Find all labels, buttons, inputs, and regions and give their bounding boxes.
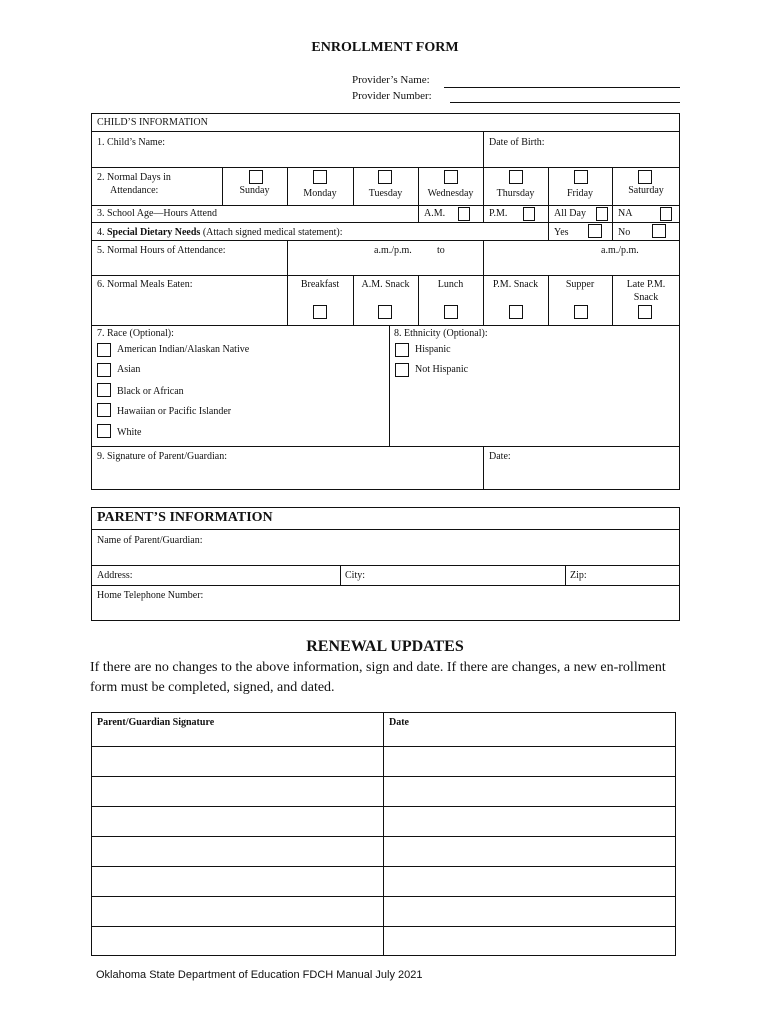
child-name-label: 1. Child’s Name: (97, 137, 166, 148)
address-label: Address: (97, 570, 133, 581)
hours-ampm-2: a.m./p.m. (601, 245, 639, 256)
wednesday-checkbox[interactable] (444, 170, 458, 184)
provider-name-label: Provider’s Name: (352, 74, 430, 86)
am-checkbox[interactable] (458, 207, 470, 221)
provider-number-field[interactable] (450, 102, 680, 103)
tuesday-checkbox[interactable] (378, 170, 392, 184)
meal-lunch: Lunch (437, 279, 464, 290)
renewal-signature-cell[interactable] (92, 807, 382, 836)
days-label: 2. Normal Days in (97, 172, 171, 183)
ethnicity-not-hispanic: Not Hispanic (415, 364, 469, 375)
renewal-date-cell[interactable] (384, 807, 675, 836)
provider-name-field[interactable] (444, 87, 680, 88)
renewal-signature-cell[interactable] (92, 927, 382, 955)
na-checkbox[interactable] (660, 207, 672, 221)
parent-section-title: PARENT’S INFORMATION (97, 510, 273, 525)
child-section-label: CHILD’S INFORMATION (97, 117, 208, 128)
day-tuesday: Tuesday (368, 188, 403, 199)
race-white: White (117, 427, 142, 438)
signature-date-label: Date: (489, 451, 511, 462)
address-field[interactable] (92, 566, 339, 584)
phone-field[interactable] (92, 586, 679, 620)
day-saturday: Saturday (628, 185, 664, 196)
am-snack-checkbox[interactable] (378, 305, 392, 319)
signature-label: 9. Signature of Parent/Guardian: (97, 451, 227, 462)
dietary-yes-label: Yes (554, 227, 569, 238)
hours-start-field[interactable] (288, 241, 482, 275)
hours-label: 5. Normal Hours of Attendance: (97, 245, 226, 256)
race-black-checkbox[interactable] (97, 383, 111, 397)
footer-text: Oklahoma State Department of Education FDCH Manual July 2021 (96, 969, 423, 981)
child-name-field[interactable] (92, 132, 482, 167)
renewal-date-cell[interactable] (384, 747, 675, 776)
sunday-checkbox[interactable] (249, 170, 263, 184)
renewal-text: If there are no changes to the above information, sign and date. If there are changes, a new en-rollment form must be completed, signed, and dated. (90, 660, 666, 696)
dietary-yes-checkbox[interactable] (588, 224, 602, 238)
allday-checkbox[interactable] (596, 207, 608, 221)
form-title: ENROLLMENT FORM (311, 40, 459, 55)
renewal-date-cell[interactable] (384, 927, 675, 955)
hours-end-field[interactable] (484, 241, 679, 275)
phone-label: Home Telephone Number: (97, 590, 204, 601)
provider-number-label: Provider Number: (352, 90, 432, 102)
zip-label: Zip: (570, 570, 587, 581)
supper-checkbox[interactable] (574, 305, 588, 319)
renewal-date-cell[interactable] (384, 837, 675, 866)
renewal-date-cell[interactable] (384, 867, 675, 896)
hours-to-label: to (437, 245, 445, 256)
meal-late-snack: Late P.M. (626, 279, 666, 290)
ethnicity-not-hispanic-checkbox[interactable] (395, 363, 409, 377)
dietary-label: 4. Special Dietary Needs (Attach signed medical statement): (97, 227, 343, 238)
zip-field[interactable] (566, 566, 679, 584)
signature-date-field[interactable] (484, 447, 679, 488)
race-asian-checkbox[interactable] (97, 363, 111, 377)
city-field[interactable] (341, 566, 564, 584)
day-sunday: Sunday (239, 185, 270, 196)
dietary-no-checkbox[interactable] (652, 224, 666, 238)
thursday-checkbox[interactable] (509, 170, 523, 184)
race-native-checkbox[interactable] (97, 343, 111, 357)
pm-snack-checkbox[interactable] (509, 305, 523, 319)
renewal-title: RENEWAL UPDATES (306, 638, 464, 655)
meal-pm-snack: P.M. Snack (492, 279, 539, 290)
pm-label: P.M. (489, 208, 508, 219)
race-label: 7. Race (Optional): (97, 328, 174, 339)
renewal-col-signature: Parent/Guardian Signature (97, 717, 215, 728)
meals-label: 6. Normal Meals Eaten: (97, 279, 193, 290)
renewal-signature-cell[interactable] (92, 747, 382, 776)
race-black: Black or African (117, 386, 184, 397)
renewal-date-cell[interactable] (384, 777, 675, 806)
days-label-2: Attendance: (110, 185, 159, 196)
day-monday: Monday (303, 188, 337, 199)
ethnicity-label: 8. Ethnicity (Optional): (394, 328, 488, 339)
late-snack-checkbox[interactable] (638, 305, 652, 319)
school-age-label: 3. School Age—Hours Attend (97, 208, 217, 219)
meal-late-snack-2: Snack (633, 292, 659, 303)
renewal-signature-cell[interactable] (92, 837, 382, 866)
ethnicity-hispanic-checkbox[interactable] (395, 343, 409, 357)
lunch-checkbox[interactable] (444, 305, 458, 319)
am-label: A.M. (424, 208, 446, 219)
ethnicity-hispanic: Hispanic (415, 344, 451, 355)
renewal-signature-cell[interactable] (92, 897, 382, 926)
meal-am-snack: A.M. Snack (361, 279, 410, 290)
meal-breakfast: Breakfast (300, 279, 340, 290)
dob-label: Date of Birth: (489, 137, 545, 148)
day-thursday: Thursday (496, 188, 535, 199)
race-native: American Indian/Alaskan Native (117, 344, 250, 355)
monday-checkbox[interactable] (313, 170, 327, 184)
allday-label: All Day (554, 208, 586, 219)
day-friday: Friday (566, 188, 594, 199)
signature-field[interactable] (92, 447, 482, 488)
friday-checkbox[interactable] (574, 170, 588, 184)
saturday-checkbox[interactable] (638, 170, 652, 184)
breakfast-checkbox[interactable] (313, 305, 327, 319)
city-label: City: (345, 570, 366, 581)
hours-ampm-1: a.m./p.m. (374, 245, 412, 256)
race-asian: Asian (117, 364, 141, 375)
dietary-no-label: No (618, 227, 631, 238)
renewal-date-cell[interactable] (384, 897, 675, 926)
race-hawaiian: Hawaiian or Pacific Islander (117, 406, 232, 417)
renewal-col-date: Date (389, 717, 409, 728)
renewal-signature-cell[interactable] (92, 867, 382, 896)
dob-field[interactable] (484, 132, 679, 167)
day-wednesday: Wednesday (427, 188, 474, 199)
meal-supper: Supper (565, 279, 595, 290)
race-hawaiian-checkbox[interactable] (97, 403, 111, 417)
renewal-signature-cell[interactable] (92, 777, 382, 806)
pm-checkbox[interactable] (523, 207, 535, 221)
na-label: NA (618, 208, 633, 219)
race-white-checkbox[interactable] (97, 424, 111, 438)
parent-name-field[interactable] (92, 530, 679, 565)
parent-name-label: Name of Parent/Guardian: (97, 535, 203, 546)
